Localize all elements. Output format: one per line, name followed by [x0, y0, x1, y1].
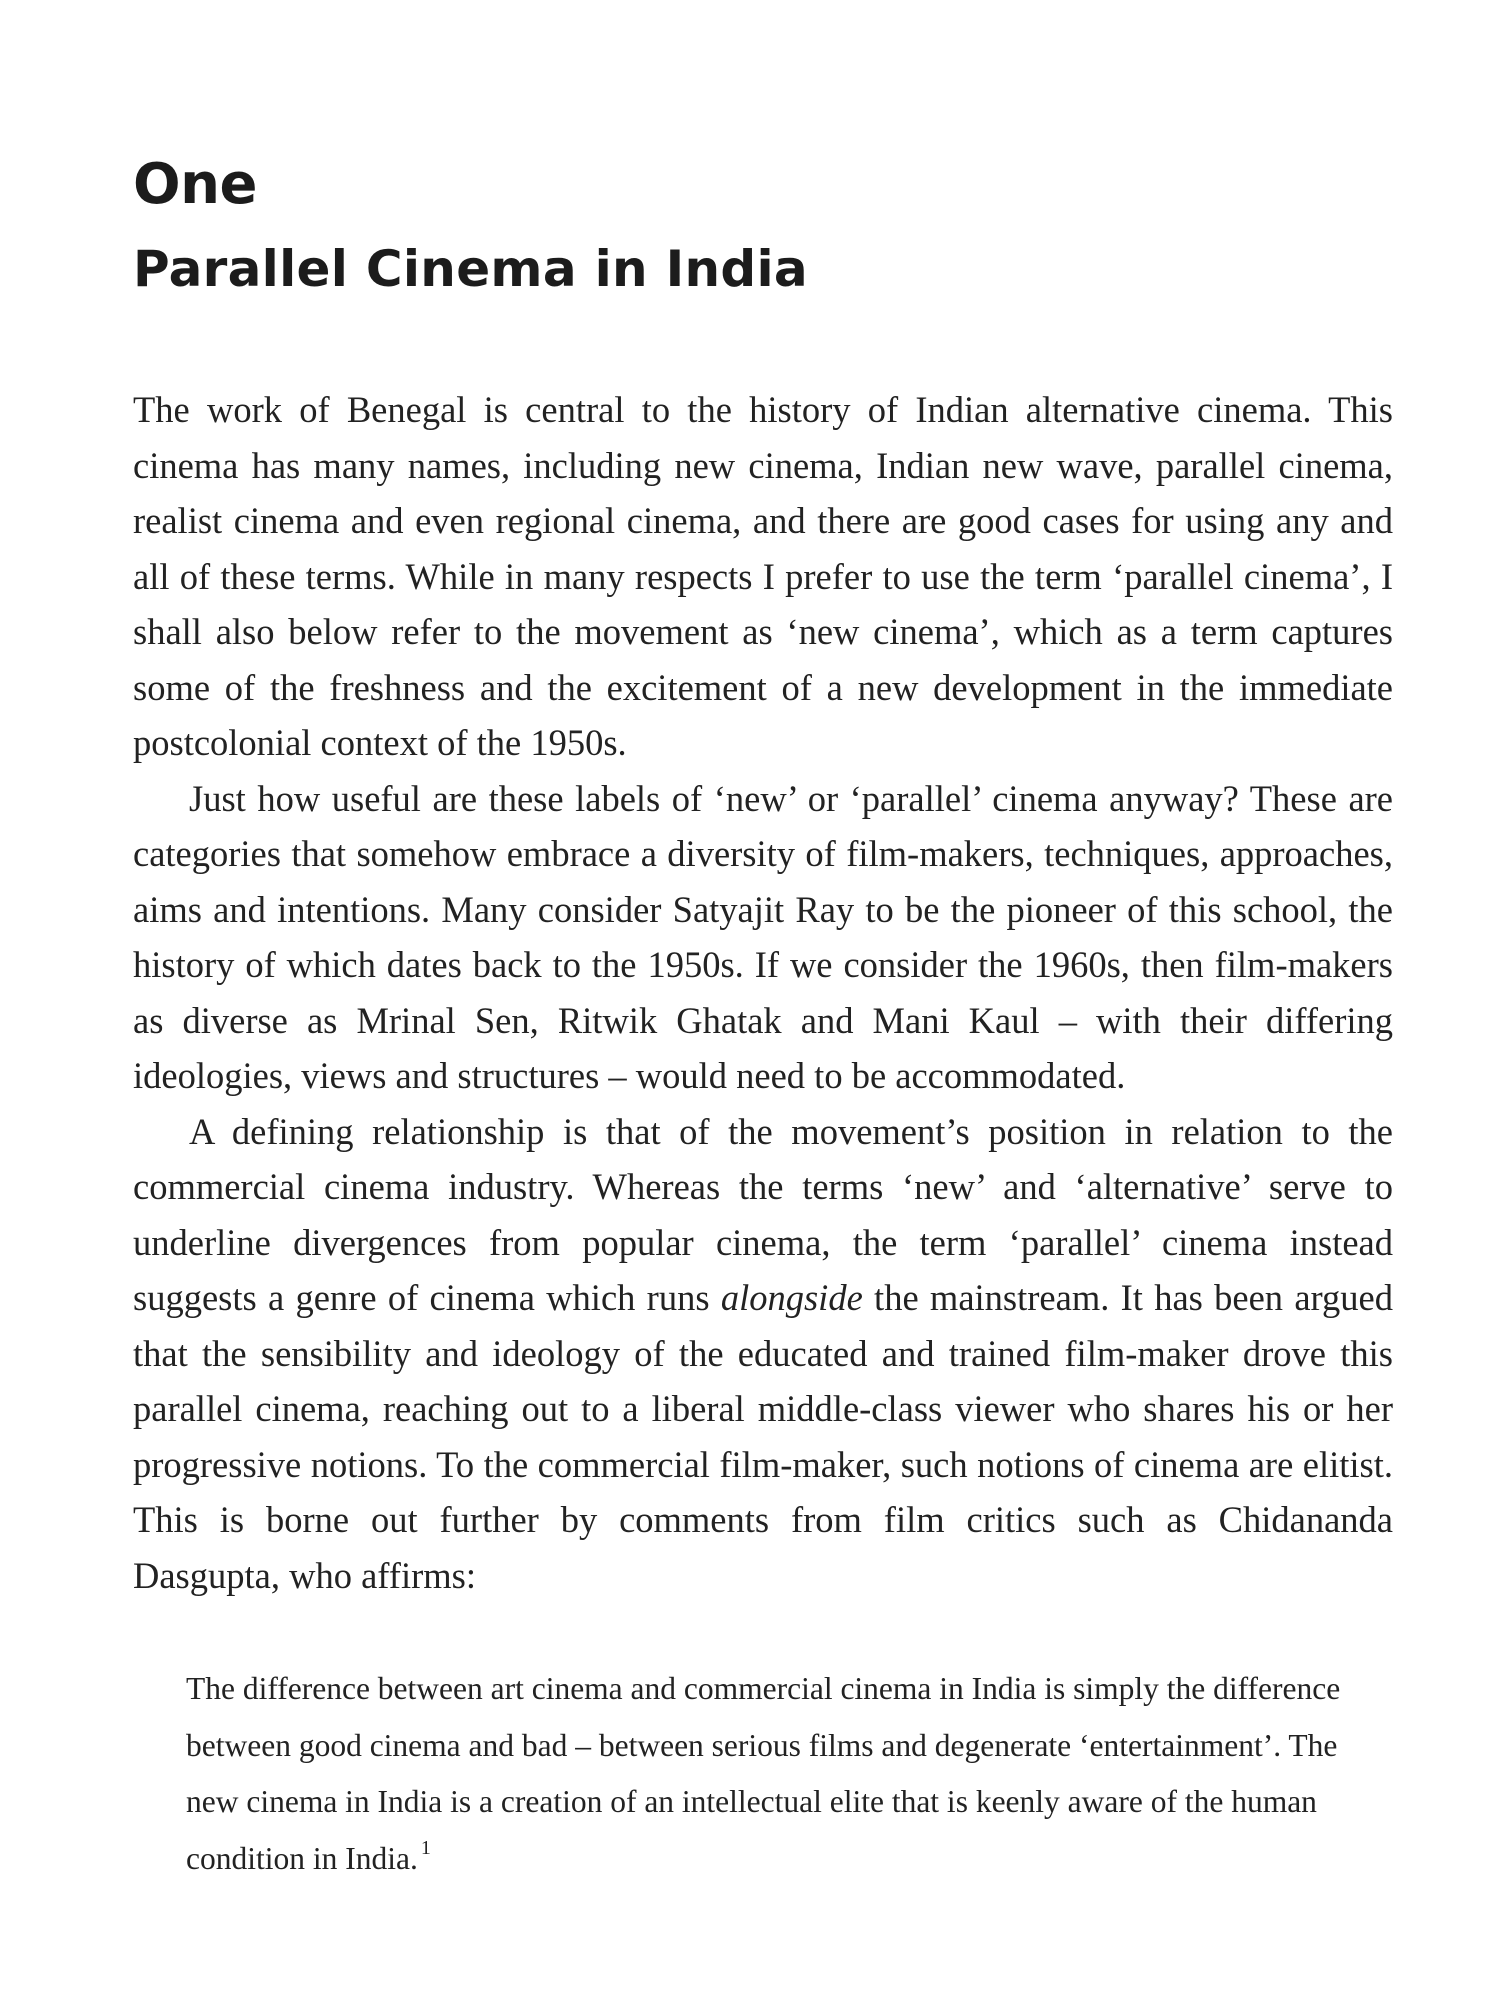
- paragraph-3: [133, 1104, 1393, 1604]
- block-quote: [186, 1661, 1353, 1887]
- paragraph-1: The work of Benegal is central to the history of Indian alternative cinema. This cinema has many names, including new cinema, Indian new wave, parallel cinema, realist cinema and even regional cinema, and there are good cases for using any and all of these terms. While in many respects I prefer to use the term ‘parallel cinema’, I shall also below refer to the movement as ‘new cinema’, which as a term captures some of the freshness and the excitement of a new development in the immediate postcolonial context of the 1950s.: [133, 389, 1393, 763]
- footnote-reference[interactable]: 1: [420, 1836, 431, 1859]
- paragraph-2: Just how useful are these labels of ‘new’ or ‘parallel’ cinema anyway? These are categories that somehow embrace a diversity of film-makers, techniques, approaches, aims and intentions. Many consider Satyajit Ray to be the pioneer of this school, the history of which dates back to the 1950s. If we consider the 1960s, then film-makers as diverse as Mrinal Sen, Ritwik Ghatak and Mani Kaul – with their differing ideologies, views and structures – would need to be accommodated.: [133, 777, 1393, 1096]
- emphasis-alongside: alongside: [720, 1277, 863, 1318]
- chapter-number: One: [133, 152, 257, 217]
- book-page: [133, 150, 1393, 1887]
- paragraph-3-end: the mainstream. It has been argued that the sensibility and ideology of the educated and trained film-maker drove this parallel cinema, reaching out to a liberal middle-class viewer who shares his or her progressive notions. To the commercial film-maker, such notions of cinema are elitist. This is borne out further by comments from film critics such as Chidananda Dasgupta, who affirms:: [133, 1277, 1393, 1596]
- body-text: [133, 382, 1393, 1603]
- paragraph-3-start: A defining relationship is that of the movement’s position in relation to the commercial cinema industry. Whereas the terms ‘new’ and ‘alternative’ serve to underline divergences from popular cinema, the term ‘parallel’ cinema instead suggests a genre of cinema which runs: [133, 1110, 1393, 1318]
- chapter-title: Parallel Cinema in India: [133, 240, 808, 298]
- quote-text: The difference between art cinema and commercial cinema in India is simply the difference between good cinema and bad – between serious films and degenerate ‘entertainment’. The new cinema in India is a creation of an intellectual elite that is keenly aware of the human condition in India.: [186, 1671, 1341, 1876]
